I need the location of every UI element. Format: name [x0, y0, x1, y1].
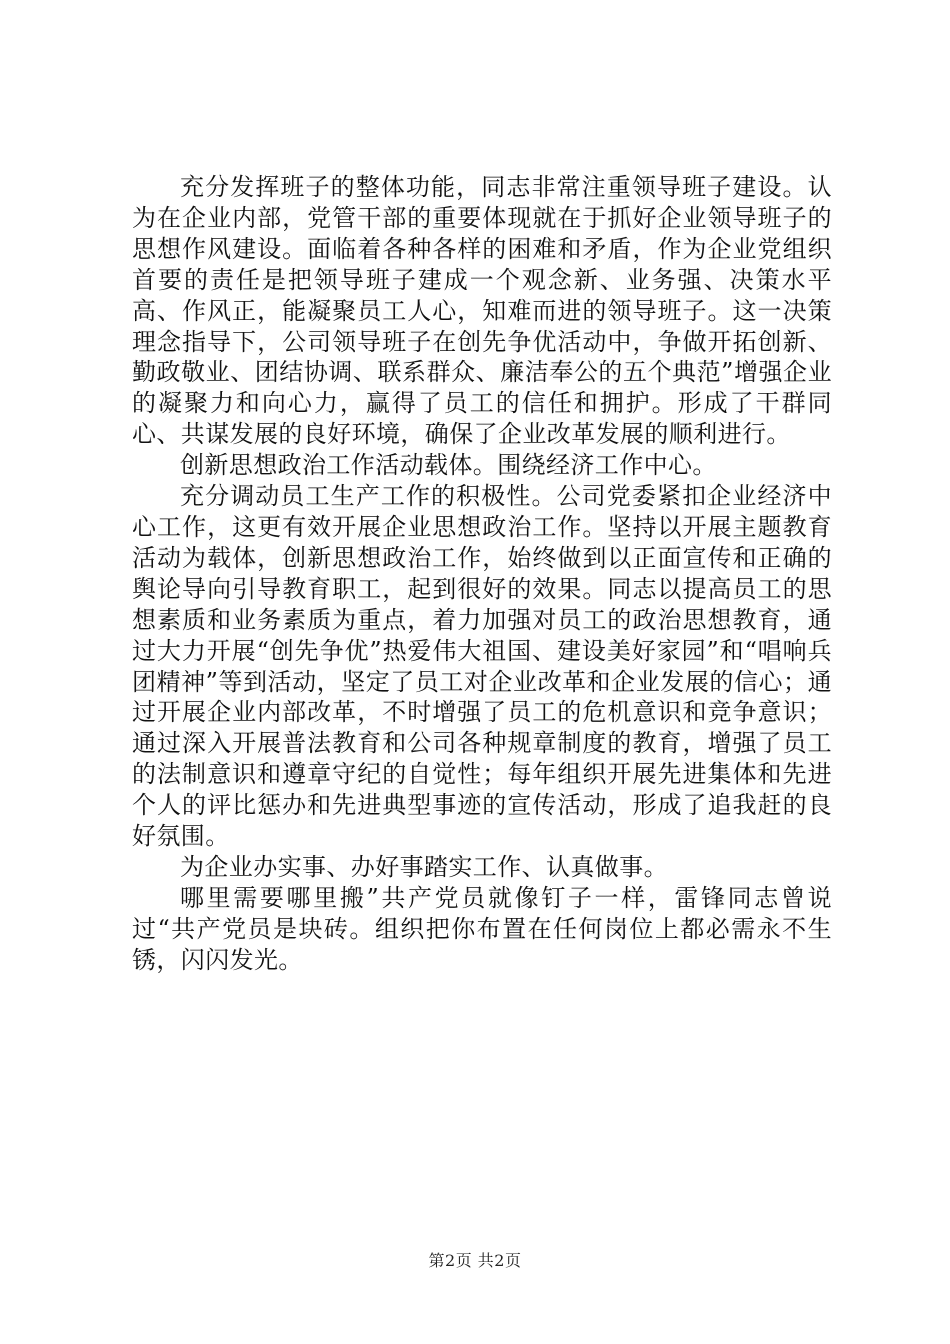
paragraph-4: 为企业办实事、办好事踏实工作、认真做事。	[180, 852, 668, 881]
paragraph-2: 创新思想政治工作活动载体。围绕经济工作中心。	[180, 451, 717, 480]
page-number-footer: 第2页 共2页	[428, 1251, 522, 1270]
document-body	[132, 172, 832, 976]
paragraph-1: 充分发挥班子的整体功能，同志非常注重领导班子建设。认为在企业内部，党管干部的重要体现就在于抓好企业领导班子的思想作风建设。面临着各种各样的困难和矛盾，作为企业党组织首要的责任是把领导班子建成一个观念新、业务强、决策水平高、作风正，能凝聚员工人心，知难而进的领导班子。这一决策理念指导下，公司领导班子在创先争优活动中，争做开拓创新、勤政敬业、团结协调、联系群众、廉洁奉公的五个典范”增强企业的凝聚力和向心力，赢得了员工的信任和拥护。形成了干群同心、共谋发展的良好环境，确保了企业改革发展的顺利进行。	[132, 173, 832, 449]
paragraph-5: 哪里需要哪里搬”共产党员就像钉子一样，雷锋同志曾说过“共产党员是块砖。组织把你布置在任何岗位上都必需永不生锈，闪闪发光。	[132, 883, 832, 974]
paragraph-3: 充分调动员工生产工作的积极性。公司党委紧扣企业经济中心工作，这更有效开展企业思想政治工作。坚持以开展主题教育活动为载体，创新思想政治工作，始终做到以正面宣传和正确的舆论导向引导教育职工，起到很好的效果。同志以提高员工的思想素质和业务素质为重点，着力加强对员工的政治思想教育，通过大力开展“创先争优”热爱伟大祖国、建设美好家园”和“唱响兵团精神”等到活动，坚定了员工对企业改革和企业发展的信心；通过开展企业内部改革，不时增强了员工的危机意识和竞争意识；通过深入开展普法教育和公司各种规章制度的教育，增强了员工的法制意识和遵章守纪的自觉性；每年组织开展先进集体和先进个人的评比惩办和先进典型事迹的宣传活动，形成了追我赶的良好氛围。	[132, 482, 832, 851]
